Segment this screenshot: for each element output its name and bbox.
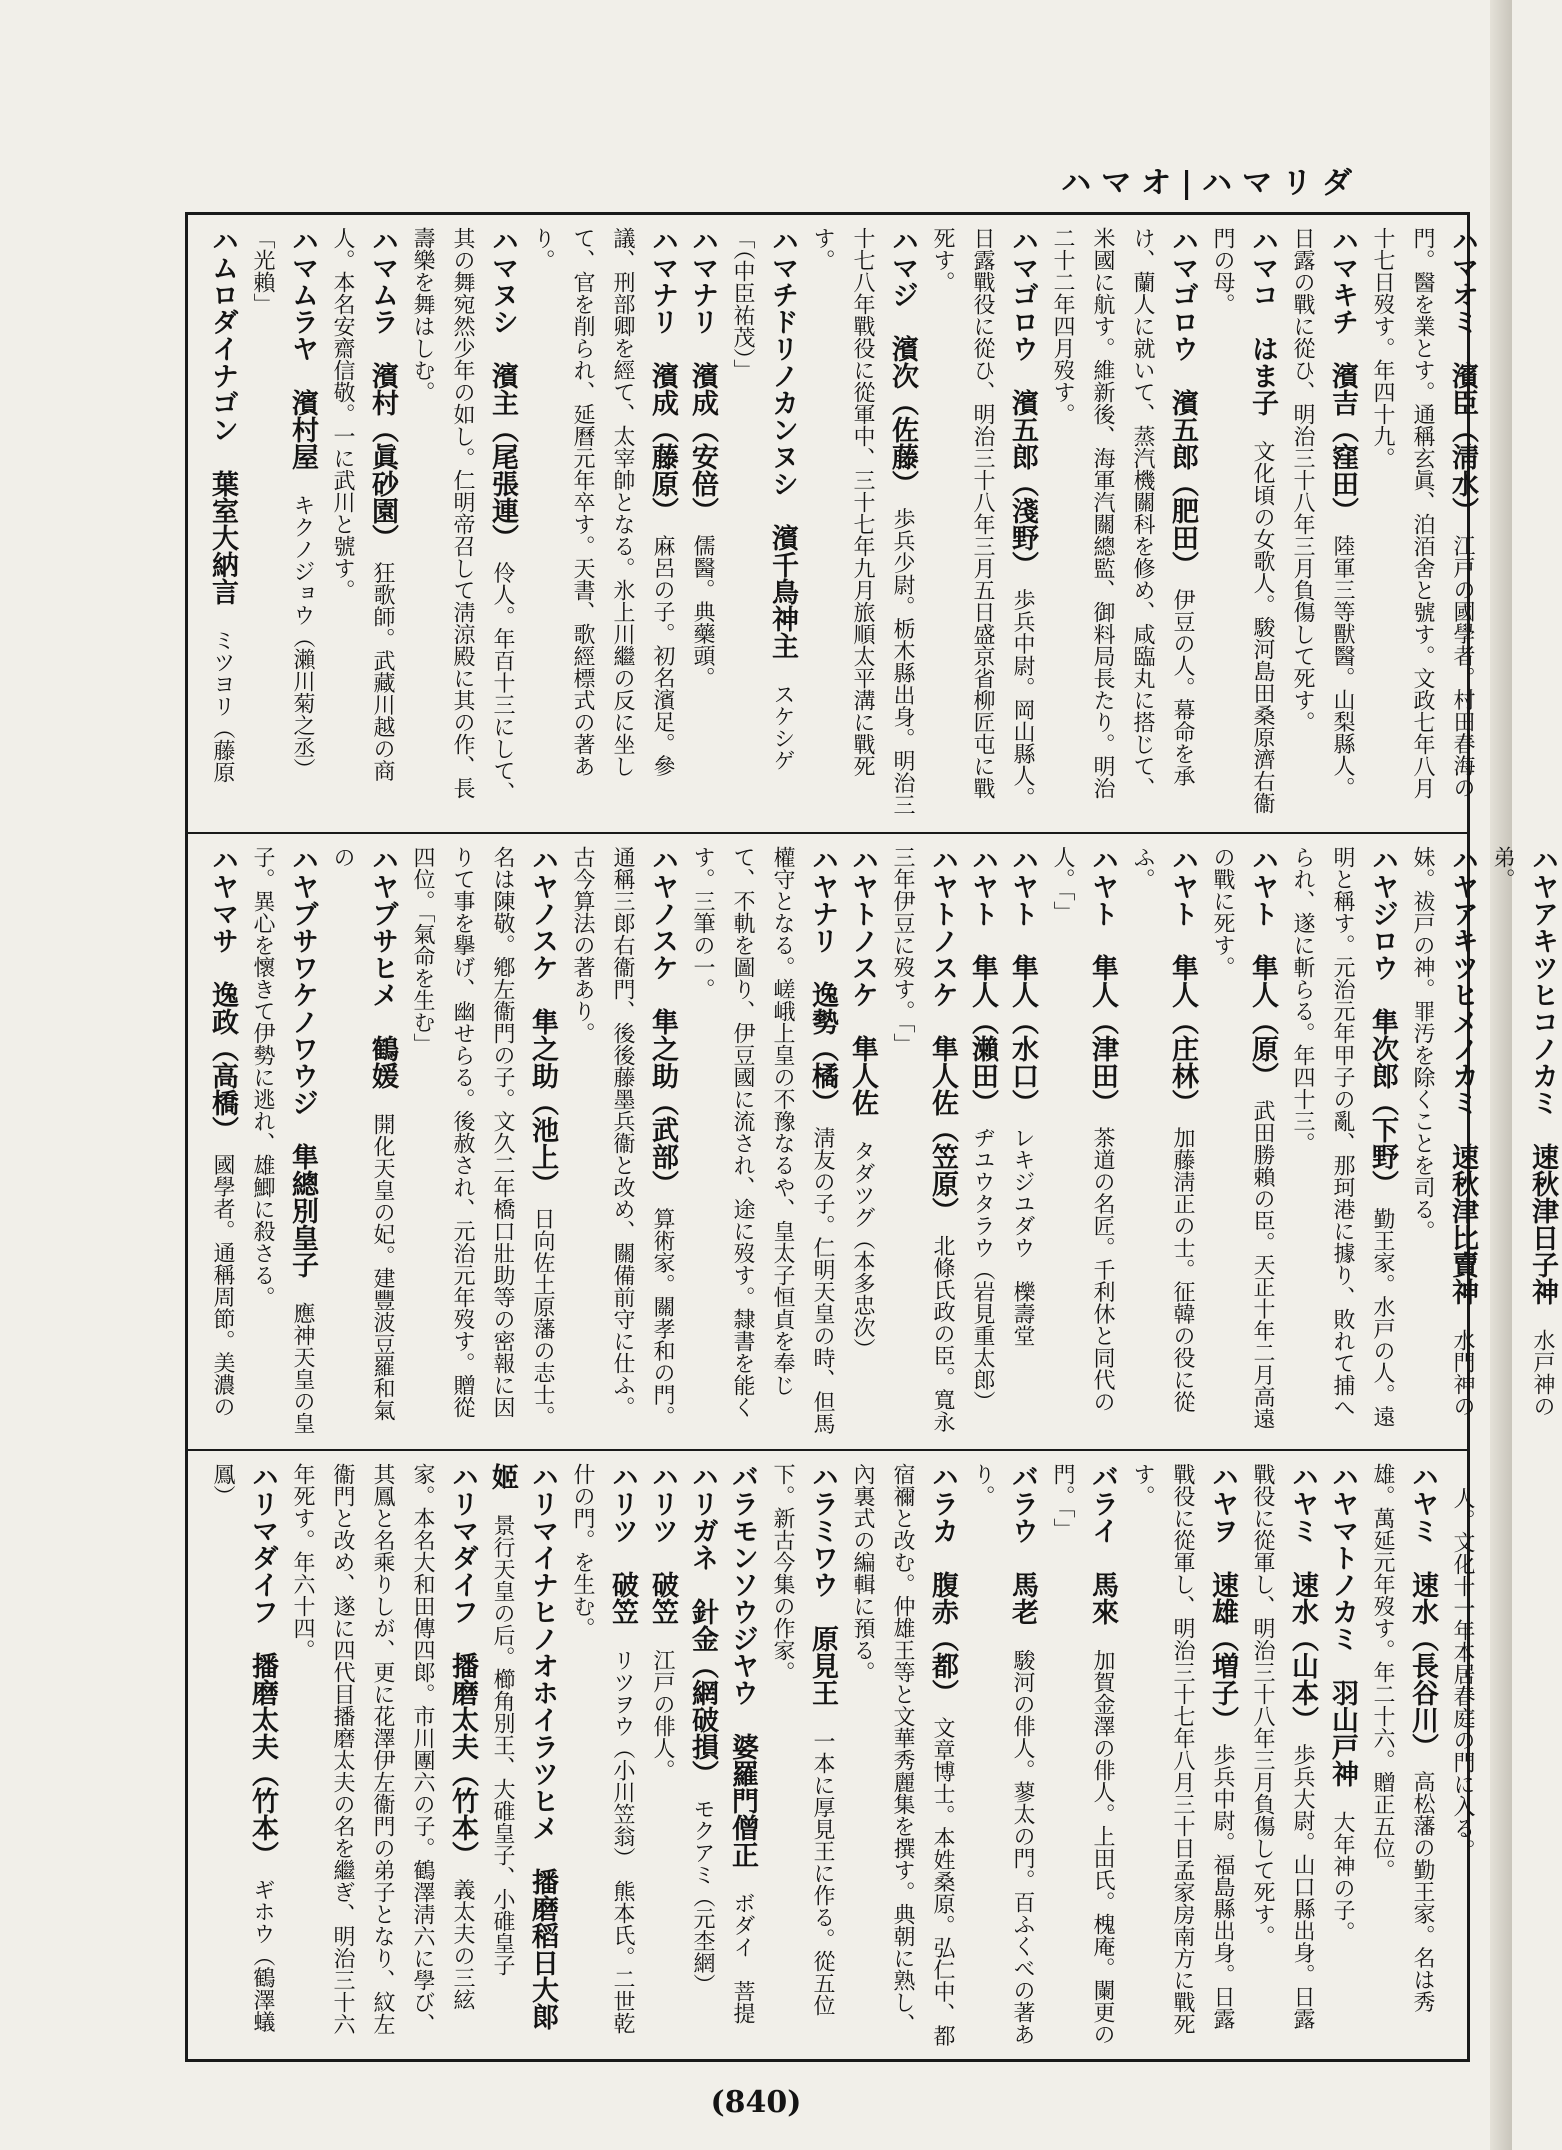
entry-text: 算術家。關孝和の門。通稱三郞右衞門、後後藤墨兵衞と改め、關備前守に仕ふ。古今算法の著あり。 — [570, 846, 675, 1428]
entry-headword: ハヤブサヒメ 鶴媛 — [367, 846, 398, 1089]
entry-headword: ハマヌシ 濱主（尾張連） — [487, 227, 518, 538]
entry-text: 景行天皇の后。櫛角別王、大碓皇子、小碓皇子 — [490, 1514, 515, 1976]
entry-text: 國學者。通稱周節。美濃の — [210, 1153, 235, 1418]
dictionary-entry — [1242, 1463, 1322, 2047]
entry-text: レキジユダウ 櫟壽堂 — [1010, 1126, 1035, 1347]
entry-text: 開化天皇の妃。建豐波豆羅和氣の — [330, 846, 395, 1421]
dictionary-entry — [1122, 1463, 1242, 2047]
dictionary-entry — [202, 846, 242, 1437]
dictionary-entry — [1122, 846, 1202, 1437]
entry-text: 茶道の名匠。千利休と同代の人。「」 — [1050, 846, 1115, 1413]
dictionary-entry — [482, 1463, 562, 2047]
entry-text: 麻呂の子。初名濱足。參議、刑部卿を經て、太宰帥となる。氷上川繼の反に坐して、官を削られ、延曆元年卒す。天書、歌經標式の著あり。 — [530, 227, 675, 777]
dictionary-entry — [722, 227, 802, 820]
entry-headword: ハヤト 隼人（庄林） — [1167, 846, 1198, 1103]
entry-text: ミツヨリ（藤原 — [210, 629, 235, 783]
dictionary-entry — [1442, 1463, 1482, 2047]
dictionary-entry — [202, 227, 242, 820]
entry-headword: ハヤノスケ 隼之助（武部） — [647, 846, 678, 1184]
entry-headword: ハヤト 隼人（瀨田） — [967, 846, 998, 1103]
entry-text: 加藤淸正の士。征韓の役に從ふ。 — [1130, 846, 1195, 1413]
entry-headword: バラモンソウジヤウ 婆羅門僧正 — [727, 1463, 758, 1868]
dictionary-frame — [185, 212, 1558, 2062]
entry-text: 勤王家。水戸の人。遠明と稱す。元治元年甲子の亂、那珂港に據り、敗れて捕へられ、遂に斬らる。年四十三。 — [1290, 846, 1395, 1428]
running-head: ハマオ|ハマリダ — [1061, 166, 1362, 201]
entry-headword: ハリマダイフ 播磨太夫（竹本） — [447, 1463, 478, 1855]
entry-headword: ハリツ 破笠 — [647, 1463, 678, 1625]
entry-headword: ハマナリ 濱成（安倍） — [687, 227, 718, 511]
entry-headword: ハヤアキツヒコノカミ 速秋津日子神 — [1527, 846, 1558, 1305]
entry-headword: ハラカ 腹赤（都） — [927, 1463, 958, 1693]
entry-headword: ハヤノスケ 隼之助（池上） — [527, 846, 558, 1184]
entry-text: 水門神の妹。祓戸の神。罪汚を除くことを司る。 — [1410, 846, 1475, 1417]
entry-text: タダツグ（本多忠次） — [850, 1140, 875, 1360]
entry-text: 伊豆の人。幕命を承け、蘭人に就いて、蒸汽機關科を修め、咸臨丸に搭じて、米國に航す。維新後、海軍汽關總監、御料局長たり。明治二十二年四月歿す。 — [1050, 227, 1195, 799]
entry-headword: ハヤト 隼人（水口） — [1007, 846, 1038, 1103]
entry-headword: ハヤト 隼人（原） — [1247, 846, 1278, 1076]
dictionary-entry — [522, 227, 682, 820]
entry-headword: ハヤマサ 逸政（高橋） — [207, 846, 238, 1130]
dictionary-entry — [1402, 846, 1482, 1437]
entry-headword: ハリマダイフ 播磨太夫（竹本） — [247, 1463, 278, 1855]
dictionary-entry — [842, 1463, 962, 2047]
entry-headword: ハマオミ 濱臣（淸水） — [1447, 227, 1478, 511]
entry-text: 北條氏政の臣。寬永三年伊豆に歿す。「」 — [890, 846, 955, 1433]
entry-text: 文化頃の女歌人。駿河島田桑原濟右衞門の母。 — [1210, 227, 1275, 814]
entry-text: 儒醫。典藥頭。 — [690, 534, 715, 689]
entry-text: 歩兵少尉。栃木縣出身。明治三十七八年戰役に從軍中、三十七年九月旅順太平溝に戰死す。 — [810, 227, 915, 816]
entry-headword: ハヤブサワケノワウジ 隼總別皇子 — [287, 846, 318, 1278]
entry-headword: ハヤアキツヒメノカミ 速秋津比賣神 — [1447, 846, 1478, 1305]
entry-text: 水戸神の弟。 — [1490, 846, 1555, 1417]
entry-headword: ハマチドリノカンヌシ 濱千鳥神主 — [767, 227, 798, 659]
entry-text: 大年神の子。 — [1330, 1811, 1355, 1943]
entry-text: 駿河の俳人。蓼太の門。百ふくべの著あり。 — [970, 1463, 1035, 2045]
entry-text: 武田勝賴の臣。天正十年二月高遠の戰に死す。 — [1210, 846, 1275, 1430]
entry-headword: ハヤヲ 速雄（増子） — [1207, 1463, 1238, 1720]
entry-headword: ハマキチ 濱吉（窪田） — [1327, 227, 1358, 511]
entry-headword: ハヤマトノカミ 羽山戸神 — [1327, 1463, 1358, 1787]
entry-text: 伶人。年百十三にして、其の舞宛然少年の如し。仁明帝召して淸涼殿に其の作、長壽樂を舞はしむ。 — [410, 227, 515, 804]
dictionary-entry — [322, 846, 402, 1437]
entry-headword: ハマゴロウ 濱五郎（肥田） — [1167, 227, 1198, 565]
entry-text: 文章博士。本姓桑原。弘仁中、都宿禰と改む。仲雄王等と文華秀麗集を撰す。典朝に熟し、內裏式の編輯に預る。 — [850, 1463, 955, 2047]
section-middle — [188, 832, 1558, 1449]
entry-text: 加賀金澤の俳人。上田氏。槐庵。闌更の門。「」 — [1050, 1463, 1115, 2045]
dictionary-entry — [642, 1463, 682, 2047]
dictionary-entry — [1282, 227, 1362, 820]
entry-text: 一本に厚見王に作る。從五位下。新古今集の作家。 — [770, 1463, 835, 2016]
entry-text: 日向佐土原藩の志士。名は陳敬。鄕左衞門の子。文久二年橋口壯助等の密報に因りて事を擧げ、幽せらる。後赦され、元治元年歿す。贈從四位。「氣命を生む」 — [410, 846, 555, 1428]
dictionary-entry — [402, 846, 562, 1437]
entry-text: 人。文化十一年本居春庭の門に入る。 — [1450, 1487, 1475, 1861]
entry-text: ギホウ（鶴澤蟻鳳） — [210, 1463, 275, 2033]
dictionary-entry — [682, 227, 722, 820]
entry-text: 陸軍三等獸醫。山梨縣人。日露の戰に從ひ、明治三十八年三月負傷して死す。 — [1290, 227, 1355, 799]
entry-headword: ハムロダイナゴン 葉室大納言 — [207, 227, 238, 605]
entry-headword: ハマジ 濱次（佐藤） — [887, 227, 918, 484]
entry-text: 高松藩の勤王家。名は秀雄。萬延元年歿す。年二十六。贈正五位。 — [1370, 1463, 1435, 2013]
dictionary-entry — [242, 846, 322, 1437]
dictionary-entry — [962, 1463, 1042, 2047]
dictionary-entry — [1042, 846, 1122, 1437]
dictionary-entry — [1042, 227, 1202, 820]
entry-headword: ハマムラ 濱村（眞砂園） — [367, 227, 398, 538]
dictionary-entry — [962, 846, 1002, 1437]
dictionary-entry — [1282, 846, 1402, 1437]
entry-headword: ハヤトノスケ 隼人佐（笠原） — [927, 846, 958, 1211]
entry-headword: ハヤナリ 逸勢（橘） — [807, 846, 838, 1103]
entry-text: 江戸の國學者。村田春海の門。醫を業とす。通稱玄眞、泊洦舍と號す。文政七年八月十七日歿す。年四十九。 — [1370, 227, 1475, 799]
dictionary-entry — [202, 1463, 282, 2047]
dictionary-entry — [402, 227, 522, 820]
dictionary-entry — [1202, 846, 1282, 1437]
entry-headword: ハヤト 隼人（津田） — [1087, 846, 1118, 1103]
entry-text: 歩兵中尉。福島縣出身。日露戰役に從軍し、明治三十七年八月三十日孟家房南方に戰死す。 — [1130, 1463, 1235, 2035]
entry-headword: ハマムラヤ 濱村屋 — [287, 227, 318, 470]
entry-headword: ハヤジロウ 隼次郎（下野） — [1367, 846, 1398, 1184]
dictionary-entry — [562, 846, 682, 1437]
entry-text: スケシゲ「（中臣祐茂）」 — [730, 227, 795, 771]
dictionary-entry — [1362, 1463, 1442, 2047]
dictionary-entry — [1362, 227, 1482, 820]
dictionary-entry — [922, 227, 1042, 820]
dictionary-entry — [282, 1463, 482, 2047]
dictionary-entry — [242, 227, 322, 820]
entry-headword: ハヤミ 速水（長谷川） — [1407, 1463, 1438, 1747]
dictionary-entry — [1482, 846, 1562, 1437]
entry-headword: ハマゴロウ 濱五郎（淺野） — [1007, 227, 1038, 565]
dictionary-entry — [1042, 1463, 1122, 2047]
dictionary-entry — [1322, 1463, 1362, 2047]
entry-text: ヂユウタラウ（岩見重太郎） — [970, 1126, 995, 1413]
dictionary-entry — [762, 1463, 842, 2047]
entry-headword: ハリマイナヒノオホイラツヒメ 播磨稻日大郞姬 — [487, 1463, 558, 2030]
entry-text: 歩兵中尉。岡山縣人。日露戰役に從ひ、明治三十八年三月五日盛京省柳匠屯に戰死す。 — [930, 227, 1035, 809]
entry-text: ボダイ 菩提 — [730, 1892, 755, 2024]
entry-headword: ハマコ はま子 — [1247, 227, 1278, 416]
entry-headword: ハラミワウ 原見王 — [807, 1463, 838, 1706]
entry-text: キクノジョウ（瀨川菊之丞） 「光賴」 — [250, 227, 315, 791]
dictionary-entry — [562, 1463, 642, 2047]
dictionary-entry — [322, 227, 402, 820]
entry-headword: ハマナリ 濱成（藤原） — [647, 227, 678, 511]
section-lower — [188, 1449, 1475, 2059]
entry-headword: ハヤミ 速水（山本） — [1287, 1463, 1318, 1720]
entry-text: 淸友の子。仁明天皇の時、但馬權守となる。嵯峨上皇の不豫なるや、皇太子恒貞を奉じて、不軌を圖り、伊豆國に流され、途に歿す。隸書を能くす。三筆の一。 — [690, 846, 835, 1435]
page-number: (840) — [710, 2085, 802, 2120]
entries-column — [202, 846, 1562, 1437]
entry-text: 歩兵大尉。山口縣出身。日露戰役に從軍し、明治三十八年三月負傷して死す。 — [1250, 1463, 1315, 2030]
dictionary-entry — [802, 227, 922, 820]
dictionary-entry — [882, 846, 962, 1437]
entry-headword: ハリガネ 針金（網破損） — [687, 1463, 718, 1774]
entry-text: 義太夫の三絃家。本名大和田傳四郞。市川團六の子。鶴澤淸六に學び、其鳳と名乘りしが、更に花澤伊左衞門の弟子となり、紋左衞門と改め、遂に四代目播磨太夫の名を繼ぎ、明治三十六年死す。年六十四。 — [290, 1463, 475, 2035]
entry-headword: バライ 馬來 — [1087, 1463, 1118, 1625]
dictionary-entry — [1202, 227, 1282, 820]
entry-headword: バラウ 馬老 — [1007, 1463, 1038, 1625]
dictionary-entry — [1002, 846, 1042, 1437]
section-upper — [188, 215, 1478, 832]
entry-text: リツヲウ（小川笠翁） 熊本氏。二世乾什の門。を生む。 — [570, 1463, 635, 2034]
dictionary-entry — [682, 846, 842, 1437]
entries-column — [202, 1463, 1482, 2047]
entry-text: モクアミ（元杢網） — [690, 1797, 715, 1996]
entry-headword: ハヤトノスケ 隼人佐 — [847, 846, 878, 1116]
entry-text: 江戸の俳人。 — [650, 1649, 675, 1781]
dictionary-entry — [722, 1463, 762, 2047]
dictionary-entry — [682, 1463, 722, 2047]
entry-headword: ハリツ 破笠 — [607, 1463, 638, 1625]
entry-text: 應神天皇の皇子。異心を懷きて伊勢に逃れ、雄鯽に殺さる。 — [250, 846, 315, 1434]
entry-text: 狂歌師。武藏川越の商人。本名安齋信敬。一に武川と號す。 — [330, 227, 395, 782]
dictionary-entry — [842, 846, 882, 1437]
entries-column — [202, 227, 1482, 820]
